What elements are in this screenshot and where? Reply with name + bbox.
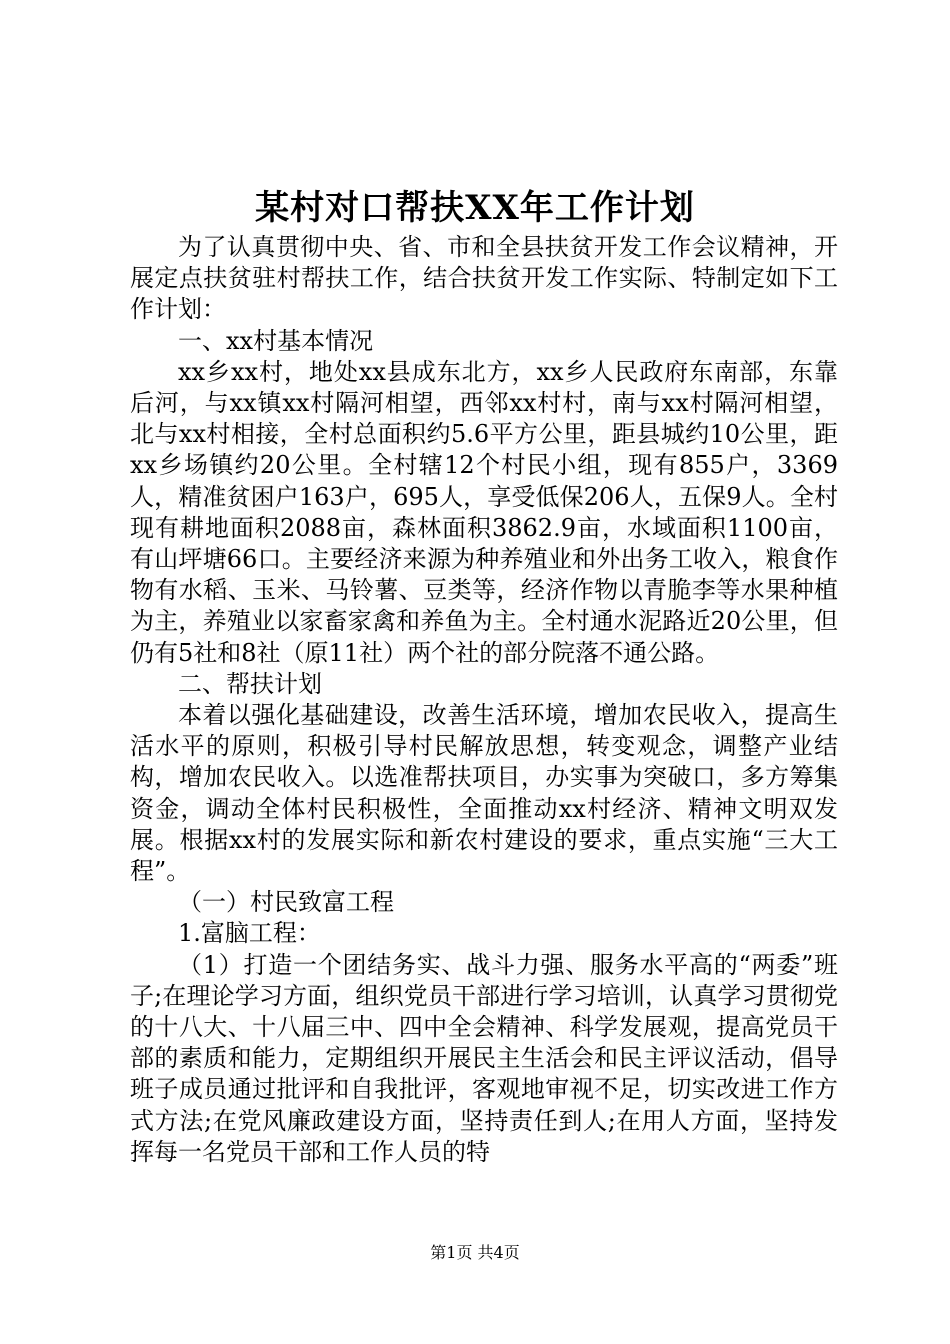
section-heading-1: 一、xx村基本情况 xyxy=(178,326,374,355)
intro-paragraph: 为了认真贯彻中央、省、市和全县扶贫开发工作会议精神，开展定点扶贫驻村帮扶工作，结合扶贫开发工作实际、特制定如下工作计划： xyxy=(130,233,838,324)
village-overview-paragraph: xx乡xx村，地处xx县成东北方，xx乡人民政府东南部，东靠后河，与xx镇xx村隔河相望，西邻xx村村，南与xx村隔河相望，北与xx村相接，全村总面积约5.6平方公里，距县城约10公里，距xx乡场镇约20公里。全村辖12个村民小组，现有855户，3369人，精准贫困户163户，695人，享受低保206人，五保9人。全村现有耕地面积2088亩，森林面积3862.9亩，水域面积1100亩，有山坪塘66口。主要经济来源为种养殖业和外出务工收入，粮食作物有水稻、玉米、马铃薯、豆类等，经济作物以青脆李等水果种植为主，养殖业以家畜家禽和养鱼为主。全村通水泥路近20公里，但仍有5社和8社（原11社）两个社的部分院落不通公路。 xyxy=(130,357,838,667)
document-title: 某村对口帮扶XX年工作计划 xyxy=(255,188,695,228)
subsection-heading-1: （一）村民致富工程 xyxy=(178,888,394,917)
item-1-paragraph: （1）打造一个团结务实、战斗力强、服务水平高的“两委”班子;在理论学习方面，组织党员干部进行学习培训，认真学习贯彻党的十八大、十八届三中、四中全会精神、科学发展观，提高党员干部的素质和能力，定期组织开展民主生活会和民主评议活动，倡导班子成员通过批评和自我批评，客观地审视不足，切实改进工作方式方法;在党风廉政建设方面，坚持责任到人;在用人方面，坚持发挥每一名党员干部和工作人员的特 xyxy=(130,950,838,1166)
item-heading-1: 1.富脑工程： xyxy=(178,919,321,948)
page-footer: 第1页 共4页 xyxy=(430,1243,520,1262)
section-heading-2: 二、帮扶计划 xyxy=(178,669,322,698)
plan-principle-paragraph: 本着以强化基础建设，改善生活环境，增加农民收入，提高生活水平的原则，积极引导村民解放思想，转变观念，调整产业结构，增加农民收入。以选准帮扶项目，办实事为突破口，多方筹集资金，调动全体村民积极性，全面推动xx村经济、精神文明双发展。根据xx村的发展实际和新农村建设的要求，重点实施“三大工程”。 xyxy=(130,701,838,886)
document-body xyxy=(130,232,838,1168)
